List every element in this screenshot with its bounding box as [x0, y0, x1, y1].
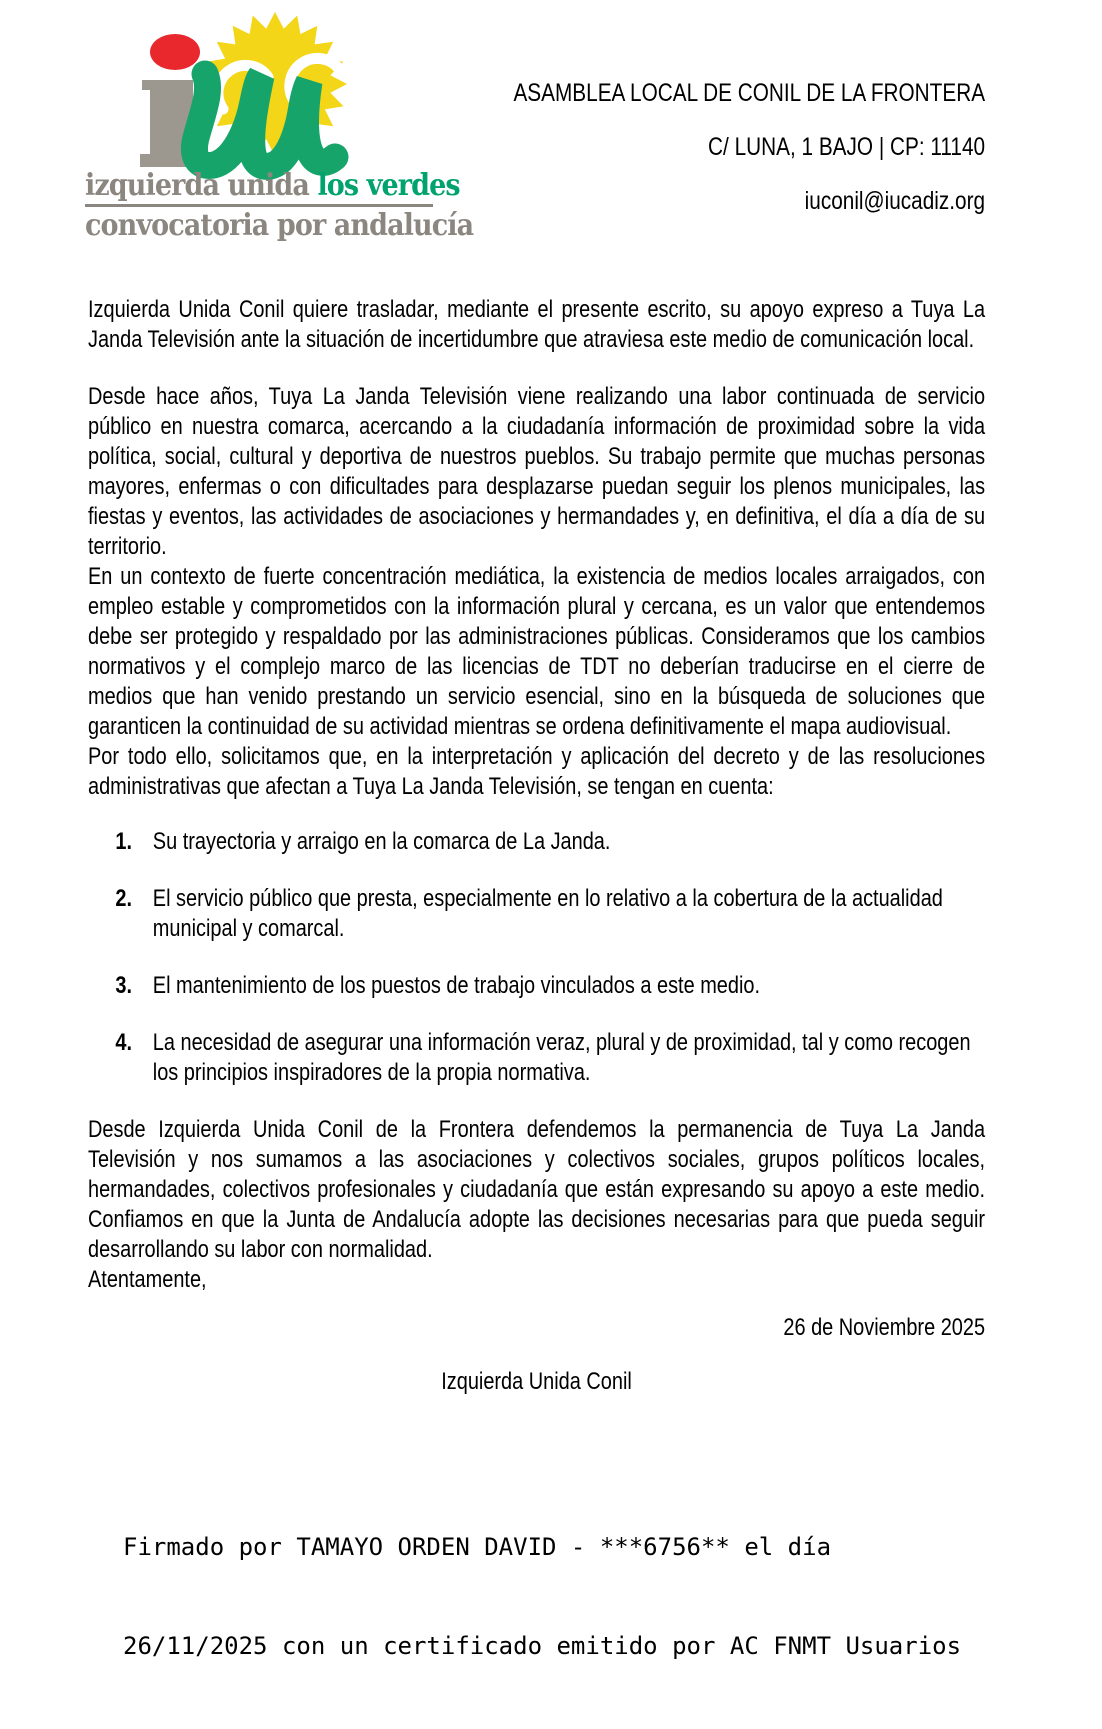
list-item-number: 3. — [115, 972, 133, 999]
signer-name: Izquierda Unida Conil — [441, 1368, 632, 1395]
considerations-list — [88, 827, 985, 1088]
logo-izquierda-unida: izquierda unida — [85, 168, 309, 203]
list-item-text: La necesidad de asegurar una información veraz, plural y de proximidad, tal y como recogen los principios inspiradores de la propia normativa. — [152, 1029, 971, 1086]
list-item-text: El servicio público que presta, especialmente en lo relativo a la cobertura de la actualidad municipal y comarcal. — [152, 885, 943, 942]
address-line: C/ LUNA, 1 BAJO | CP: 11140 — [708, 133, 986, 161]
list-item — [88, 884, 985, 944]
date-line: 26 de Noviembre 2025 — [783, 1314, 986, 1341]
paragraph-request: Por todo ello, solicitamos que, en la interpretación y aplicación del decreto y de las resoluciones administrativas que afectan a Tuya La Janda Televisión, se tengan en cuenta: — [88, 743, 986, 800]
email-address: iuconil@iucadiz.org — [804, 187, 986, 215]
list-item-number: 2. — [115, 885, 133, 912]
paragraph-context: En un contexto de fuerte concentración mediática, la existencia de medios locales arraigados, con empleo estable y comprometidos con la información plural y cercana, es un valor que entendemos debe ser protegido y respaldado por las administraciones públicas. Consideramos que los cambios normativos y el complejo marco de las licencias de TDT no deberían traducirse en el cierre de medios que han venido prestando un servicio esencial, sino en la búsqueda de soluciones que garanticen la continuidad de su actividad mientras se ordena definitivamente el mapa audiovisual. — [88, 563, 986, 740]
salutation: Atentamente, — [88, 1266, 207, 1293]
list-item-text: Su trayectoria y arraigo en la comarca de La Janda. — [152, 828, 611, 855]
paragraph-intro: Izquierda Unida Conil quiere trasladar, mediante el presente escrito, su apoyo expreso a Tuya La Janda Televisión ante la situación de incertidumbre que atraviesa este medio de comunicación local. — [88, 296, 986, 353]
digital-signature-block — [123, 1465, 961, 1729]
signature-line-2: 26/11/2025 con un certificado emitido por AC FNMT Usuarios — [123, 1632, 962, 1660]
list-item — [88, 827, 985, 857]
paragraph-closing: Desde Izquierda Unida Conil de la Frontera defendemos la permanencia de Tuya La Janda Televisión y nos sumamos a las asociaciones y colectivos sociales, grupos políticos locales, hermandades, colectivos profesionales y ciudadanía que están expresando su apoyo a este medio. Confiamos en que la Junta de Andalucía adopte las decisiones necesarias para que pueda seguir desarrollando su labor con normalidad. — [88, 1116, 986, 1263]
letterhead-info — [88, 64, 985, 216]
logo-los-verdes: los verdes — [317, 168, 460, 203]
list-item-text: El mantenimiento de los puestos de trabajo vinculados a este medio. — [152, 972, 761, 999]
list-item-number: 4. — [115, 1029, 133, 1056]
assembly-title: ASAMBLEA LOCAL DE CONIL DE LA FRONTERA — [513, 79, 986, 107]
paragraph-trajectory: Desde hace años, Tuya La Janda Televisión viene realizando una labor continuada de servicio público en nuestra comarca, acercando a la ciudadanía información de proximidad sobre la vida política, social, cultural y deportiva de nuestros pueblos. Su trabajo permite que muchas personas mayores, enfermas o con dificultades para desplazarse puedan seguir los plenos municipales, las fiestas y eventos, las actividades de asociaciones y hermandades y, en definitiva, el día a día de su territorio. — [88, 383, 986, 560]
list-item — [88, 1028, 985, 1088]
signature-line-1: Firmado por TAMAYO ORDEN DAVID - ***6756** el día — [123, 1533, 832, 1561]
logo-wordmark-line2: convocatoria por andalucía — [85, 208, 474, 243]
text-column — [88, 64, 985, 1397]
list-item — [88, 971, 985, 1001]
list-item-number: 1. — [115, 828, 133, 855]
